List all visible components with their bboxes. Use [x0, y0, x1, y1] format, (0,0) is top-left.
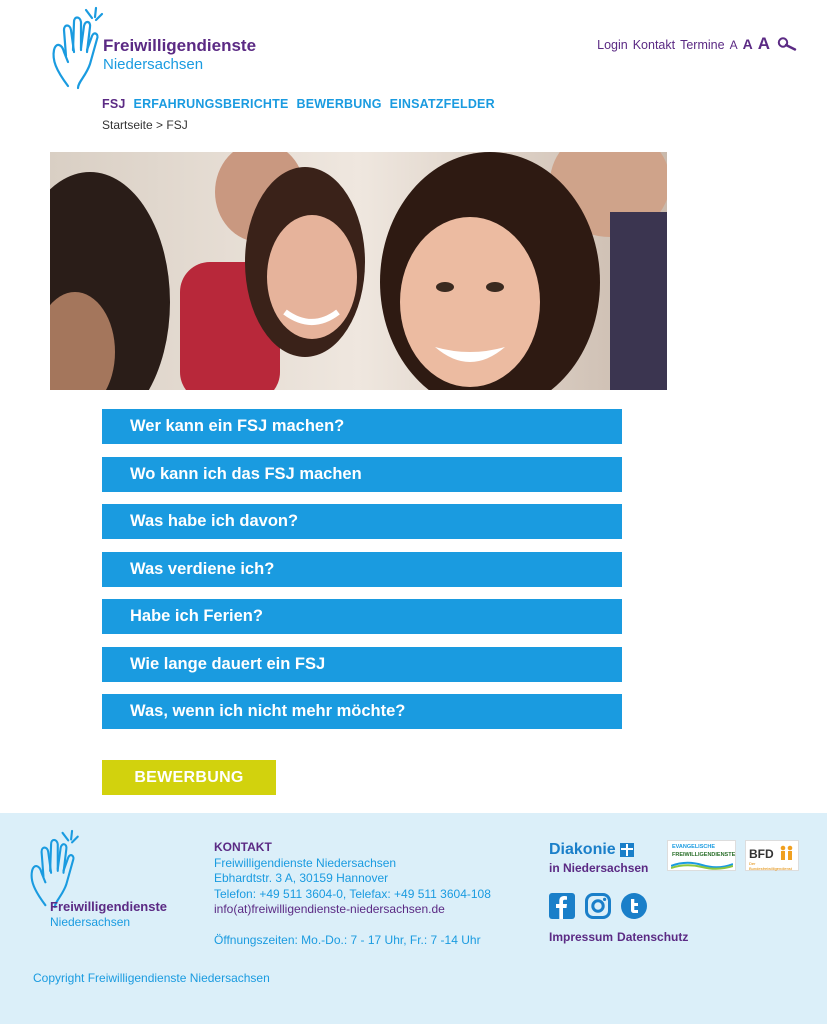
nav-item-einsatzfelder[interactable]: EINSATZFELDER: [389, 97, 495, 111]
evangelische-freiwilligendienste-logo[interactable]: [667, 840, 736, 871]
faq-item[interactable]: Was verdiene ich?: [102, 552, 622, 587]
main-nav: [102, 97, 495, 111]
breadcrumb: Startseite > FSJ: [102, 118, 188, 132]
faq-item[interactable]: Was habe ich davon?: [102, 504, 622, 539]
meta-nav: [597, 34, 797, 54]
apply-button[interactable]: BEWERBUNG: [102, 760, 276, 795]
nav-item-fsj[interactable]: FSJ: [102, 97, 126, 111]
evfd-line2: FREIWILLIGENDIENSTE: [672, 852, 736, 858]
nav-item-erfahrungsberichte[interactable]: ERFAHRUNGSBERICHTE: [133, 97, 289, 111]
font-size-large-button[interactable]: A: [757, 34, 770, 53]
contact-email-link[interactable]: info(at)freiwilligendienste-niedersachsen.de: [214, 902, 445, 916]
contact-link[interactable]: Kontakt: [632, 38, 676, 52]
imprint-link[interactable]: Impressum: [549, 930, 614, 944]
footer-logo-title: Freiwilligendienste: [50, 899, 168, 914]
diakonie-subtitle: in Niedersachsen: [549, 861, 649, 875]
logo-title: Freiwilligendienste: [103, 36, 257, 55]
evfd-line1: EVANGELISCHE: [672, 844, 715, 850]
evfd-wave-icon: [671, 860, 733, 870]
bfd-logo[interactable]: [745, 840, 799, 871]
contact-address: Ebhardtstr. 3 A, 30159 Hannover: [214, 871, 389, 885]
privacy-link[interactable]: Datenschutz: [617, 930, 689, 944]
footer-logo-subtitle: Niedersachsen: [50, 915, 131, 929]
diakonie-logo[interactable]: [549, 841, 648, 875]
contact-org: Freiwilligendienste Niedersachsen: [214, 855, 397, 870]
logo-subtitle: Niedersachsen: [103, 56, 204, 73]
contact-block: [214, 840, 491, 948]
diakonie-title: Diakonie: [549, 841, 616, 858]
faq-item[interactable]: Wo kann ich das FSJ machen: [102, 457, 622, 492]
footer: [0, 813, 827, 1024]
bfd-title: BFD: [749, 847, 774, 861]
footer-logo[interactable]: [22, 829, 192, 929]
copyright: Copyright Freiwilligendienste Niedersachsen: [33, 971, 270, 985]
diakonie-cross-icon: [620, 843, 634, 857]
search-icon[interactable]: [777, 37, 797, 51]
facebook-icon[interactable]: [549, 893, 575, 919]
dates-link[interactable]: Termine: [680, 38, 725, 52]
twitter-icon[interactable]: [621, 893, 647, 919]
hand-logo-icon: [22, 829, 84, 909]
hero-image: [50, 152, 667, 390]
faq-list: [102, 409, 622, 742]
instagram-icon[interactable]: [585, 893, 611, 919]
hand-logo-icon: [48, 6, 104, 90]
login-link[interactable]: Login: [597, 38, 628, 52]
social-links: [549, 893, 647, 919]
font-size-small-button[interactable]: A: [729, 38, 738, 52]
faq-item[interactable]: Wer kann ein FSJ machen?: [102, 409, 622, 444]
bfd-subtitle: Der Bundesfreiwilligendienst: [749, 861, 792, 871]
nav-item-bewerbung[interactable]: BEWERBUNG: [296, 97, 382, 111]
faq-item[interactable]: Habe ich Ferien?: [102, 599, 622, 634]
site-logo[interactable]: [48, 6, 278, 90]
legal-links: [549, 930, 688, 944]
contact-heading: KONTAKT: [214, 840, 272, 854]
contact-hours: Öffnungszeiten: Mo.-Do.: 7 - 17 Uhr, Fr.: 7 -14 Uhr: [214, 932, 481, 947]
contact-phone: Telefon: +49 511 3604-0, Telefax: +49 511 3604-108: [214, 886, 491, 901]
faq-item[interactable]: Wie lange dauert ein FSJ: [102, 647, 622, 682]
faq-item[interactable]: Was, wenn ich nicht mehr möchte?: [102, 694, 622, 729]
bfd-people-icon: [779, 845, 795, 861]
font-size-medium-button[interactable]: A: [742, 36, 753, 52]
